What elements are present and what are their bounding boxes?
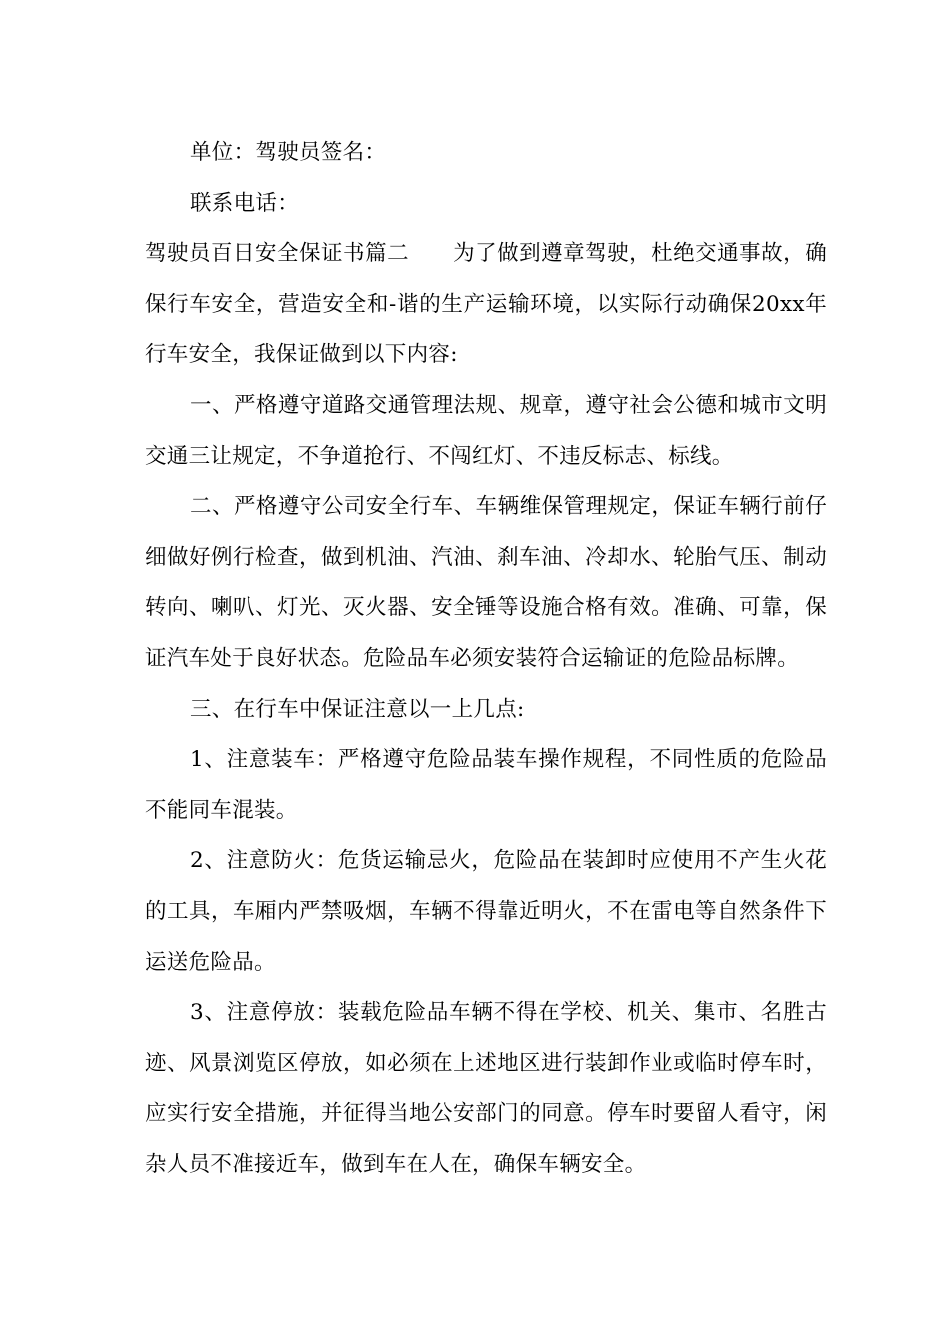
- sub-item-2-paragraph: 2、注意防火：危货运输忌火，危险品在装卸时应使用不产生火花的工具，车厢内严禁吸烟，车辆不得靠近明火，不在雷电等自然条件下运送危险品。: [145, 848, 827, 975]
- item-2-paragraph: 二、严格遵守公司安全行车、车辆维保管理规定，保证车辆行前仔细做好例行检查，做到机油、汽油、刹车油、冷却水、轮胎气压、制动转向、喇叭、灯光、灭火器、安全锤等设施合格有效。准确、可靠，保证汽车处于良好状态。危险品车必须安装符合运输证的危险品标牌。: [145, 494, 827, 671]
- phone-line: 联系电话：: [190, 190, 300, 216]
- sub-item-1-paragraph: 1、注意装车：严格遵守危险品装车操作规程，不同性质的危险品不能同车混装。: [145, 747, 827, 823]
- sub-item-3-paragraph: 3、注意停放：装载危险品车辆不得在学校、机关、集市、名胜古迹、风景浏览区停放，如必须在上述地区进行装卸作业或临时停车时，应实行安全措施，并征得当地公安部门的同意。停车时要留人看守，闲杂人员不准接近车，做到车在人在，确保车辆安全。: [145, 1000, 827, 1177]
- signature-line: 单位：驾驶员签名：: [190, 140, 387, 165]
- document-body: [145, 128, 827, 1190]
- item-3-paragraph: 三、在行车中保证注意以一上几点:: [190, 696, 525, 722]
- title-intro-paragraph: 驾驶员百日安全保证书篇二 为了做到遵章驾驶，杜绝交通事故，确保行车安全，营造安全和-谐的生产运输环境，以实际行动确保20xx年行车安全，我保证做到以下内容:: [145, 241, 827, 368]
- item-1-paragraph: 一、严格遵守道路交通管理法规、规章，遵守社会公德和城市文明交通三让规定，不争道抢行、不闯红灯、不违反标志、标线。: [145, 392, 827, 469]
